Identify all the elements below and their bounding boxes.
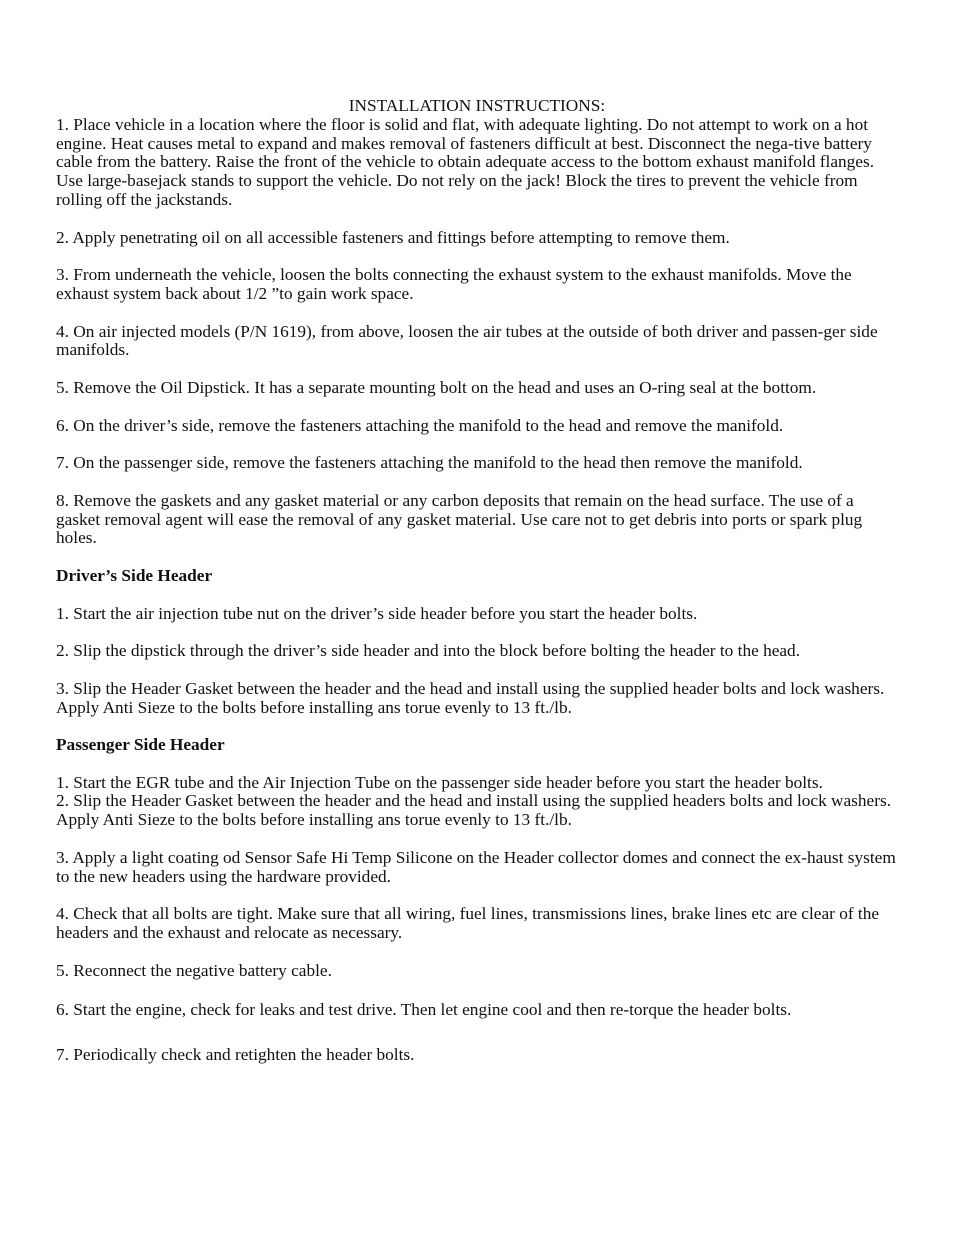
passenger-step-6: 6. Start the engine, check for leaks and test drive. Then let engine cool and then re-torque the header bolts. <box>56 999 792 1019</box>
removal-step-2: 2. Apply penetrating oil on all accessible fasteners and fittings before attempting to remove them. <box>56 227 730 247</box>
passenger-step-3: 3. Apply a light coating od Sensor Safe Hi Temp Silicone on the Header collector domes and connect the ex-haust system to the new headers using the hardware provided. <box>56 847 896 886</box>
passenger-side-heading: Passenger Side Header <box>56 735 225 755</box>
removal-step-6: 6. On the driver’s side, remove the fasteners attaching the manifold to the head and remove the manifold. <box>56 415 784 435</box>
passenger-step-5: 5. Reconnect the negative battery cable. <box>56 960 332 980</box>
removal-step-1: 1. Place vehicle in a location where the floor is solid and flat, with adequate lighting. Do not attempt to work on a hot engine. Heat causes metal to expand and makes removal of fasteners difficult at best. Disconnect the nega-tive battery cable from the battery. Raise the front of the vehicle to obtain adequate access to the bottom exhaust manifold flanges. Use large-basejack stands to support the vehicle. Do not rely on the jack! Block the tires to prevent the vehicle from rolling off the jackstands. <box>56 114 875 209</box>
removal-step-7: 7. On the passenger side, remove the fasteners attaching the manifold to the head then remove the manifold. <box>56 453 803 473</box>
removal-step-3: 3. From underneath the vehicle, loosen the bolts connecting the exhaust system to the exhaust manifolds. Move the exhaust system back about 1/2 ”to gain work space. <box>56 265 852 303</box>
removal-step-8: 8. Remove the gaskets and any gasket material or any carbon deposits that remain on the head surface. The use of a gasket removal agent will ease the removal of any gasket material. Use care not to get debris into ports or spark plug holes. <box>56 490 863 548</box>
passenger-step-4: 4. Check that all bolts are tight. Make sure that all wiring, fuel lines, transmissions lines, brake lines etc are clear of the headers and the exhaust and relocate as necessary. <box>56 904 880 943</box>
instructions-document <box>56 97 898 1065</box>
passenger-step-7: 7. Periodically check and retighten the header bolts. <box>56 1044 415 1064</box>
drivers-side-heading: Driver’s Side Header <box>56 565 213 585</box>
drivers-step-3: 3. Slip the Header Gasket between the header and the head and install using the supplied header bolts and lock washers. Apply Anti Sieze to the bolts before installing ans torue evenly to 13 ft./lb. <box>56 678 885 717</box>
passenger-step-2: 2. Slip the Header Gasket between the header and the head and install using the supplied headers bolts and lock washers. Apply Anti Sieze to the bolts before installing ans torue evenly to 13 ft./lb. <box>56 791 892 830</box>
drivers-step-1: 1. Start the air injection tube nut on the driver’s side header before you start the header bolts. <box>56 603 698 623</box>
removal-step-5: 5. Remove the Oil Dipstick. It has a separate mounting bolt on the head and uses an O-ring seal at the bottom. <box>56 377 817 397</box>
page-title: INSTALLATION INSTRUCTIONS: <box>348 96 606 115</box>
passenger-step-1: 1. Start the EGR tube and the Air Injection Tube on the passenger side header before you start the header bolts. <box>56 772 823 792</box>
drivers-step-2: 2. Slip the dipstick through the driver’s side header and into the block before bolting the header to the head. <box>56 641 801 661</box>
removal-step-4: 4. On air injected models (P/N 1619), from above, loosen the air tubes at the outside of both driver and passen-ger side manifolds. <box>56 321 878 360</box>
